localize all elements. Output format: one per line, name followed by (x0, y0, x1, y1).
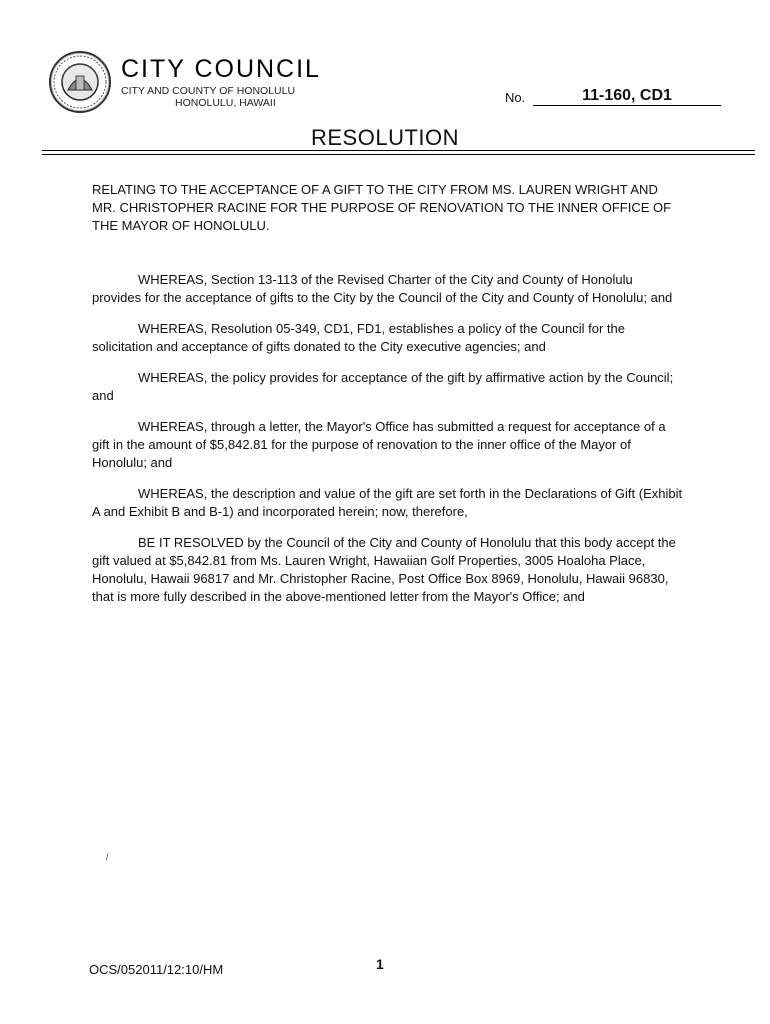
relating-clause: RELATING TO THE ACCEPTANCE OF A GIFT TO THE CITY FROM MS. LAUREN WRIGHT AND MR. CHRISTOPHER RACINE FOR THE PURPOSE OF RENOVATION TO THE INNER OFFICE OF THE MAYOR OF HONOLULU. (92, 182, 672, 233)
whereas-paragraph-2: WHEREAS, Resolution 05-349, CD1, FD1, establishes a policy of the Council for the solicitation and acceptance of gifts donated to the City executive agencies; and (92, 321, 626, 354)
council-subtitle-line1: CITY AND COUNTY OF HONOLULU (121, 85, 296, 97)
resolution-body (92, 181, 684, 619)
resolved-paragraph: BE IT RESOLVED by the Council of the City and County of Honolulu that this body accept the gift valued at $5,842.81 from Ms. Lauren Wright, Hawaiian Golf Properties, 3005 Hoaloha Place, Honolulu, Hawaii 96817 and Mr. Christopher Racine, Post Office Box 8969, Honolulu, Hawaii 96830, that is more fully described in the above-mentioned letter from the Mayor's Office; and (92, 535, 676, 604)
whereas-paragraph-4: WHEREAS, through a letter, the Mayor's Office has submitted a request for acceptance of a gift in the amount of $5,842.81 for the purpose of renovation to the inner office of the Mayor of Honolulu; and (92, 419, 666, 470)
council-title: CITY COUNCIL (121, 55, 321, 83)
whereas-paragraph-3: WHEREAS, the policy provides for acceptance of the gift by affirmative action by the Council; and (92, 370, 674, 403)
stray-mark: / (106, 852, 109, 862)
number-label: No. (505, 90, 526, 105)
city-seal-icon (48, 50, 112, 114)
council-subtitle-line2: HONOLULU, HAWAII (175, 97, 276, 109)
whereas-paragraph-5: WHEREAS, the description and value of the gift are set forth in the Declarations of Gift (Exhibit A and Exhibit B and B-1) and incorporated herein; now, therefore, (92, 486, 683, 519)
title-rule-top (42, 150, 755, 151)
whereas-paragraph-1: WHEREAS, Section 13-113 of the Revised Charter of the City and County of Honolulu provides for the acceptance of gifts to the City by the Council of the City and County of Honolulu; and (92, 272, 673, 305)
resolution-number: 11-160, CD1 (582, 87, 672, 104)
document-id: OCS/052011/12:10/HM (89, 962, 224, 977)
document-title: RESOLUTION (310, 125, 460, 150)
title-rule-bottom (42, 154, 755, 155)
number-underline (533, 105, 721, 106)
page-number: 1 (376, 956, 384, 972)
